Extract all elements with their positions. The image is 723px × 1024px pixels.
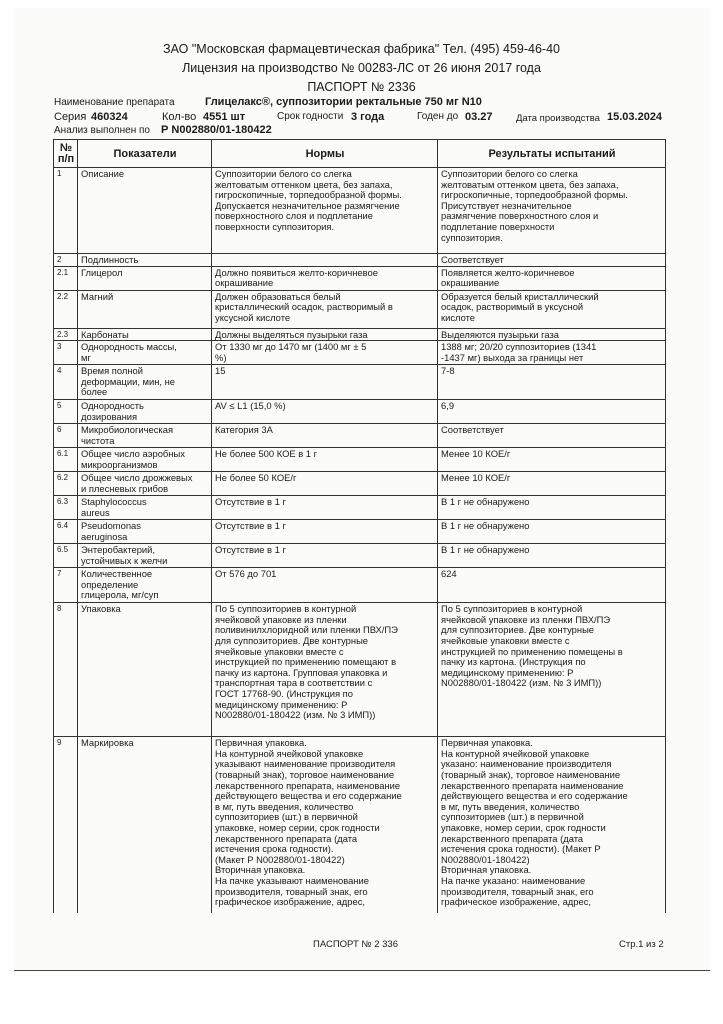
series-label: Серия: [54, 111, 87, 123]
table-header-row: [54, 140, 666, 168]
row-num: 6.4: [54, 520, 78, 544]
table-row: [54, 365, 666, 400]
table-row: [54, 400, 666, 424]
row-num: 5: [54, 400, 78, 424]
quantity-value: 4551 шт: [203, 111, 246, 123]
row-norm: От 576 до 701: [212, 568, 438, 603]
table-row: [54, 520, 666, 544]
row-indicator: Упаковка: [78, 603, 212, 737]
row-indicator: Staphylococcus aureus: [78, 496, 212, 520]
shelf-life-value: 3 года: [351, 111, 385, 123]
row-indicator: Количественное определение глицерола, мг/суп: [78, 568, 212, 603]
row-norm: Отсутствие в 1 г: [212, 544, 438, 568]
row-result: Образуется белый кристаллический осадок, растворимый в уксусной кислоте: [438, 290, 666, 328]
drug-label: Наименование препарата: [54, 97, 175, 108]
row-num: 3: [54, 341, 78, 365]
row-num: 6.5: [54, 544, 78, 568]
row-norm: Не более 50 КОЕ/г: [212, 472, 438, 496]
row-indicator: Маркировка: [78, 737, 212, 914]
row-norm: Первичная упаковка. На контурной ячейковой упаковке указывают наименование производителя (товарный знак), торговое наименование лекарственного препарата, наименование действующего вещества и его содержание в мг, путь введения, количество суппозиториев (шт.) в первичной упаковке, номер серии, срок годности лекарственного препарата (дата истечения срока годности). (Макет Р N002880/01-180422) Вторичная упаковка. На пачке указывают наименование производителя, товарный знак, его графическое изображение, адрес,: [212, 737, 438, 914]
row-result: Суппозитории белого со слегка желтоватым оттенком цвета, без запаха, гигроскопичные, торпедообразной формы. Присутствует незначительное размягчение поверхностного слоя и подплетание поверхности суппозитория.: [438, 168, 666, 254]
production-date-label: Дата производства: [516, 113, 600, 124]
row-num: 6.3: [54, 496, 78, 520]
row-result: В 1 г не обнаружено: [438, 544, 666, 568]
row-num: 6.2: [54, 472, 78, 496]
row-indicator: Описание: [78, 168, 212, 254]
row-result: Выделяются пузырьки газа: [438, 328, 666, 341]
row-indicator: Общее число дрожжевых и плесневых грибов: [78, 472, 212, 496]
row-num: 1: [54, 168, 78, 254]
quantity-label: Кол-во: [162, 111, 197, 123]
row-num: 8: [54, 603, 78, 737]
company-line: ЗАО "Московская фармацевтическая фабрика" Тел. (495) 459-46-40: [163, 42, 560, 56]
row-num: 2.2: [54, 290, 78, 328]
row-norm: Суппозитории белого со слегка желтоватым оттенком цвета, без запаха, гигроскопичные, торпедообразной формы. Допускается незначительное размягчение поверхностного слоя и подплетание поверхности суппозитория.: [212, 168, 438, 254]
table-row: [54, 424, 666, 448]
row-indicator: Общее число аэробных микроорганизмов: [78, 448, 212, 472]
table-row: [54, 496, 666, 520]
table-row: [54, 254, 666, 267]
row-num: 9: [54, 737, 78, 914]
row-result: 7-8: [438, 365, 666, 400]
row-norm: Должен образоваться белый кристаллический осадок, растворимый в уксусной кислоте: [212, 290, 438, 328]
row-num: 6.1: [54, 448, 78, 472]
row-indicator: Pseudomonas aeruginosa: [78, 520, 212, 544]
row-result: 624: [438, 568, 666, 603]
valid-until-label: Годен до: [417, 111, 459, 122]
header-num: № п/п: [54, 140, 78, 168]
row-result: Соответствует: [438, 254, 666, 267]
test-results-table: [53, 139, 666, 913]
table-row: [54, 341, 666, 365]
row-result: По 5 суппозиториев в контурной ячейковой упаковке из пленки ПВХ/ПЭ для суппозиториев. Две контурные ячейковые упаковки вместе с инструкцией по применению помещены в пачку из картона. (Инструкция по медицинскому применению: Р N002880/01-180422 (изм. № 3 ИМП)): [438, 603, 666, 737]
valid-until-value: 03.27: [465, 111, 493, 123]
row-norm: 15: [212, 365, 438, 400]
row-indicator: Карбонаты: [78, 328, 212, 341]
row-norm: По 5 суппозиториев в контурной ячейковой упаковке из пленки поливинилхлоридной или пленки ПВХ/ПЭ для суппозиториев. Две контурные ячейковые упаковки вместе с инструкцией по применению помещают в пачку из картона. Групповая упаковка и транспортная тара в соответствии с ГОСТ 17768-90. (Инструкция по медицинскому применению: Р N002880/01-180422 (изм. № 3 ИМП)): [212, 603, 438, 737]
row-norm: Отсутствие в 1 г: [212, 520, 438, 544]
row-result: В 1 г не обнаружено: [438, 520, 666, 544]
analysis-label: Анализ выполнен по: [54, 125, 150, 136]
table-row: [54, 448, 666, 472]
row-num: 7: [54, 568, 78, 603]
row-result: 1388 мг; 20/20 суппозиториев (1341 -1437 мг) выхода за границы нет: [438, 341, 666, 365]
analysis-value: Р N002880/01-180422: [161, 124, 272, 136]
row-num: 2.1: [54, 266, 78, 290]
row-norm: Должно появиться желто-коричневое окрашивание: [212, 266, 438, 290]
license-line: Лицензия на производство № 00283-ЛС от 26 июня 2017 года: [182, 61, 541, 75]
row-result: Появляется желто-коричневое окрашивание: [438, 266, 666, 290]
shelf-life-label: Срок годности: [277, 111, 344, 122]
row-result: 6,9: [438, 400, 666, 424]
table-row: [54, 168, 666, 254]
row-indicator: Подлинность: [78, 254, 212, 267]
table-row: [54, 603, 666, 737]
row-norm: Отсутствие в 1 г: [212, 496, 438, 520]
header-norm: Нормы: [212, 140, 438, 168]
row-num: 4: [54, 365, 78, 400]
row-result: Менее 10 КОЕ/г: [438, 448, 666, 472]
row-norm: От 1330 мг до 1470 мг (1400 мг ± 5 %): [212, 341, 438, 365]
production-date-value: 15.03.2024: [607, 111, 663, 123]
passport-title: ПАСПОРТ № 2336: [307, 80, 416, 94]
table-row: [54, 568, 666, 603]
row-indicator: Глицерол: [78, 266, 212, 290]
table-row: [54, 544, 666, 568]
table-row: [54, 737, 666, 914]
row-norm: Должны выделяться пузырьки газа: [212, 328, 438, 341]
row-result: В 1 г не обнаружено: [438, 496, 666, 520]
row-num: 6: [54, 424, 78, 448]
row-indicator: Однородность дозирования: [78, 400, 212, 424]
row-indicator: Энтеробактерий, устойчивых к желчи: [78, 544, 212, 568]
footer-passport-number: ПАСПОРТ № 2 336: [313, 939, 398, 950]
table-row: [54, 266, 666, 290]
table-row: [54, 328, 666, 341]
header-result: Результаты испытаний: [438, 140, 666, 168]
row-norm: AV ≤ L1 (15,0 %): [212, 400, 438, 424]
row-result: Первичная упаковка. На контурной ячейковой упаковке указано: наименование производителя (товарный знак), торговое наименование лекарственного препарата наименование действующего вещества и его содержание в мг, путь введения, количество суппозиториев (шт.) в первичной упаковке, номер серии, срок годности лекарственного препарата (дата истечения срока годности). (Макет Р N002880/01-180422) Вторичная упаковка. На пачке указано: наименование производителя, товарный знак, его графическое изображение, адрес,: [438, 737, 666, 914]
row-result: Соответствует: [438, 424, 666, 448]
footer-page-number: Стр.1 из 2: [619, 939, 664, 950]
row-indicator: Магний: [78, 290, 212, 328]
table-row: [54, 472, 666, 496]
series-value: 460324: [91, 111, 128, 123]
row-num: 2: [54, 254, 78, 267]
row-indicator: Микробиологическая чистота: [78, 424, 212, 448]
table-row: [54, 290, 666, 328]
header-indicator: Показатели: [78, 140, 212, 168]
row-result: Менее 10 КОЕ/г: [438, 472, 666, 496]
row-indicator: Время полной деформации, мин, не более: [78, 365, 212, 400]
row-indicator: Однородность массы, мг: [78, 341, 212, 365]
row-norm: [212, 254, 438, 267]
row-norm: Не более 500 КОЕ в 1 г: [212, 448, 438, 472]
row-norm: Категория 3А: [212, 424, 438, 448]
row-num: 2.3: [54, 328, 78, 341]
drug-value: Глицелакс®, суппозитории ректальные 750 мг N10: [205, 96, 482, 108]
